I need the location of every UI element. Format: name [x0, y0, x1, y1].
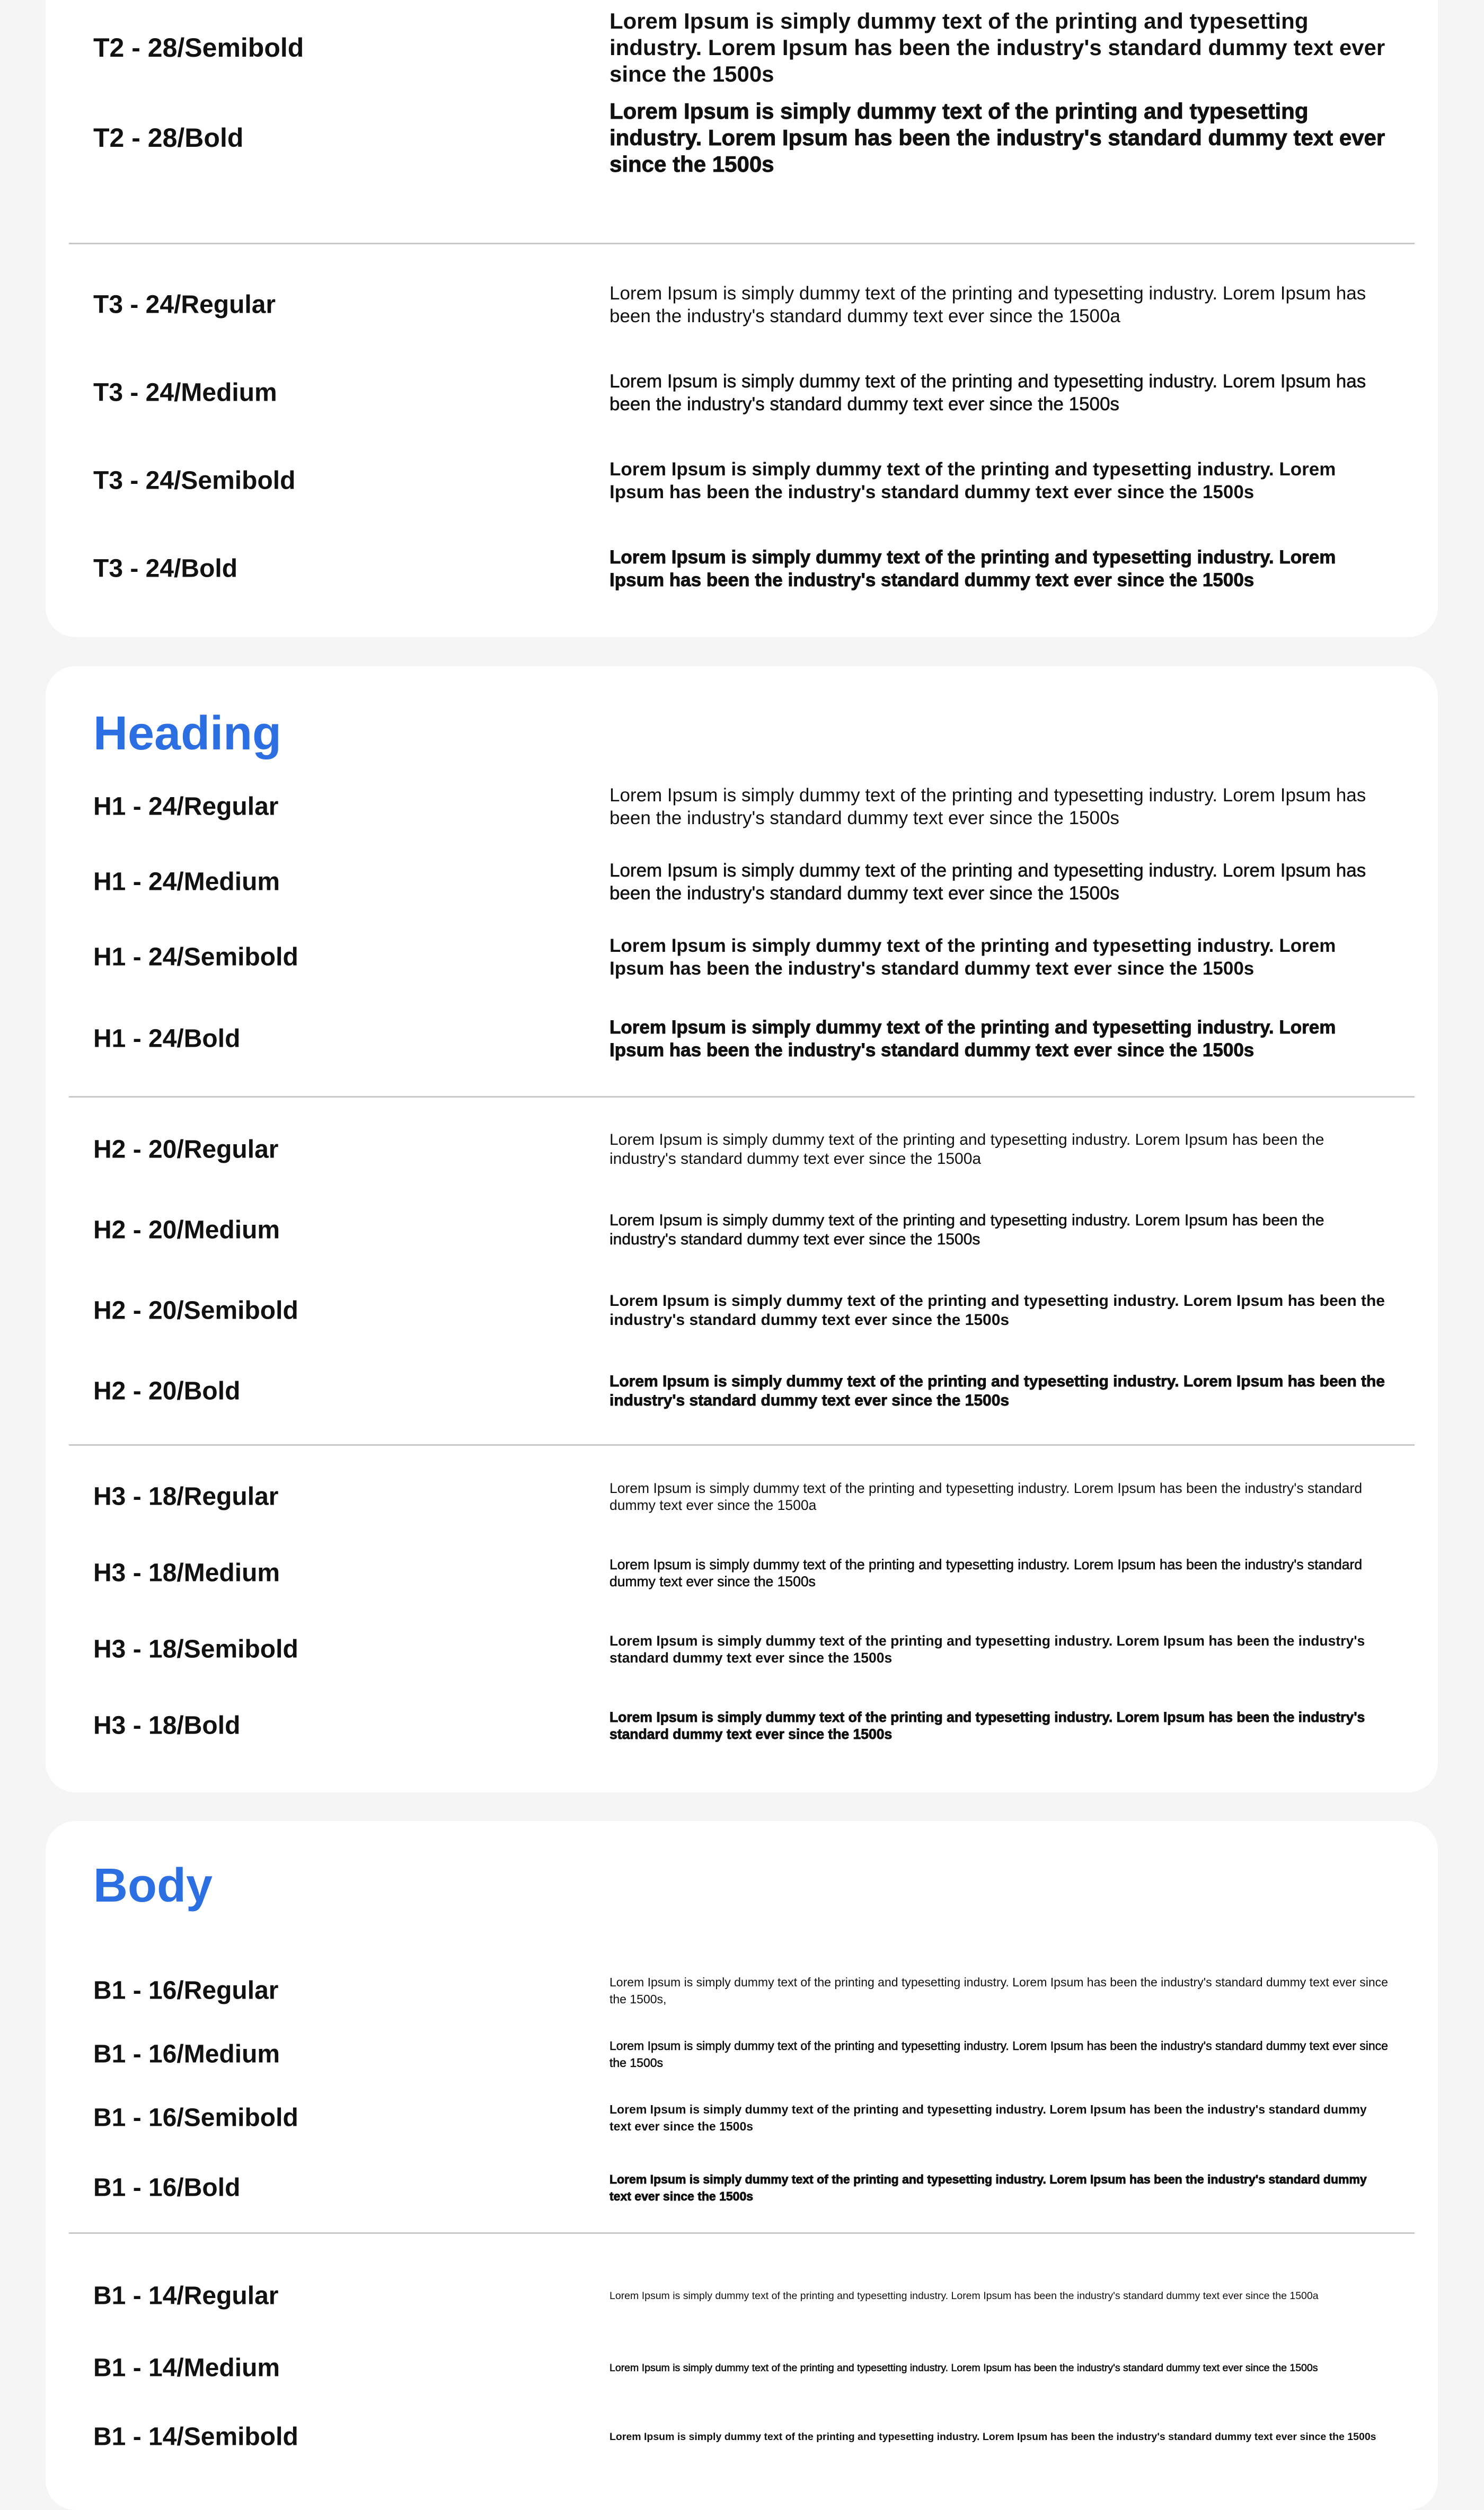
- body-card: [46, 1821, 1438, 2510]
- style-label: B1 - 14/Regular: [93, 2282, 279, 2310]
- style-label: H3 - 18/Regular: [93, 1482, 279, 1511]
- style-label: B1 - 16/Semibold: [93, 2104, 298, 2132]
- style-label: B1 - 14/Semibold: [93, 2423, 298, 2451]
- sample-text: Lorem Ipsum is simply dummy text of the printing and typesetting industry. Lorem Ipsum has been the industry's standard dummy text ever since the 1500s: [610, 99, 1385, 176]
- type-row-t2-semibold: [46, 0, 1438, 95]
- style-label: H3 - 18/Semibold: [93, 1635, 298, 1664]
- sample-text: Lorem Ipsum is simply dummy text of the printing and typesetting industry. Lorem Ipsum has been the industry's standard dummy text ever since the 1500a: [610, 1480, 1363, 1513]
- style-label: T2 - 28/Bold: [93, 123, 244, 153]
- type-row-h1-bold: [46, 1010, 1438, 1068]
- style-label: H2 - 20/Regular: [93, 1135, 279, 1164]
- sample-text: Lorem Ipsum is simply dummy text of the printing and typesetting industry. Lorem Ipsum has been the industry's standard dummy text ever since the 1500s: [610, 2362, 1318, 2374]
- style-label: H3 - 18/Bold: [93, 1711, 241, 1740]
- sample-text: Lorem Ipsum is simply dummy text of the printing and typesetting industry. Lorem Ipsum has been the industry's standard dummy text ever since the 1500s: [610, 2039, 1388, 2070]
- style-label: T3 - 24/Medium: [93, 378, 277, 407]
- style-label: H1 - 24/Medium: [93, 868, 280, 896]
- sample-text: Lorem Ipsum is simply dummy text of the printing and typesetting industry. Lorem Ipsum has been the industry's standard dummy text ever since the 1500s: [610, 2102, 1367, 2133]
- style-label: T3 - 24/Semibold: [93, 466, 296, 495]
- type-row-b16-regular: [46, 1964, 1438, 2017]
- type-row-t3-medium: [46, 358, 1438, 427]
- type-row-b16-semibold: [46, 2091, 1438, 2144]
- sample-text: Lorem Ipsum is simply dummy text of the printing and typesetting industry. Lorem Ipsum has been the industry's standard dummy text ever since the 1500s: [610, 785, 1366, 828]
- type-row-t3-regular: [46, 270, 1438, 339]
- type-row-h2-medium: [46, 1204, 1438, 1257]
- style-label: B1 - 16/Regular: [93, 1976, 279, 2005]
- type-row-b16-bold: [46, 2161, 1438, 2214]
- section-divider: [69, 243, 1415, 244]
- section-title: Heading: [93, 707, 282, 760]
- section-divider: [69, 1444, 1415, 1446]
- sample-text: Lorem Ipsum is simply dummy text of the printing and typesetting industry. Lorem Ipsum has been the industry's standard dummy text ever since the 1500s: [610, 8, 1385, 86]
- style-label: T3 - 24/Bold: [93, 554, 238, 583]
- sample-text: Lorem Ipsum is simply dummy text of the printing and typesetting industry. Lorem Ipsum has been the industry's standard dummy text ever since the 1500s: [610, 2431, 1376, 2443]
- sample-text: Lorem Ipsum is simply dummy text of the printing and typesetting industry. Lorem Ipsum has been the industry's standard dummy text ever since the 1500s: [610, 2172, 1367, 2203]
- style-label: B1 - 14/Medium: [93, 2354, 280, 2382]
- style-label: H2 - 20/Semibold: [93, 1296, 298, 1325]
- type-row-h2-regular: [46, 1123, 1438, 1176]
- section-divider: [69, 1096, 1415, 1098]
- section-title: Body: [93, 1859, 213, 1912]
- sample-text: Lorem Ipsum is simply dummy text of the printing and typesetting industry. Lorem Ipsum has been the industry's standard dummy text ever since the 1500s: [610, 1373, 1385, 1409]
- sample-text: Lorem Ipsum is simply dummy text of the printing and typesetting industry. Lorem Ipsum has been the industry's standard dummy text ever since the 1500a: [610, 283, 1366, 326]
- type-row-h3-semibold: [46, 1623, 1438, 1676]
- sample-text: Lorem Ipsum is simply dummy text of the printing and typesetting industry. Lorem Ipsum has been the industry's standard dummy text ever since the 1500s: [610, 935, 1336, 979]
- type-row-b14-regular: [46, 2269, 1438, 2322]
- type-row-h2-bold: [46, 1365, 1438, 1418]
- sample-text: Lorem Ipsum is simply dummy text of the printing and typesetting industry. Lorem Ipsum has been the industry's standard dummy text ever since the 1500s: [610, 1709, 1365, 1742]
- type-row-t3-semibold: [46, 446, 1438, 515]
- type-row-b16-medium: [46, 2028, 1438, 2081]
- sample-text: Lorem Ipsum is simply dummy text of the printing and typesetting industry. Lorem Ipsum has been the industry's standard dummy text ever since the 1500a: [610, 2290, 1319, 2302]
- sample-text: Lorem Ipsum is simply dummy text of the printing and typesetting industry. Lorem Ipsum has been the industry's standard dummy text ever since the 1500s: [610, 860, 1366, 904]
- type-row-t2-bold: [46, 90, 1438, 185]
- style-label: B1 - 16/Bold: [93, 2173, 241, 2202]
- type-row-t3-bold: [46, 534, 1438, 603]
- sample-text: Lorem Ipsum is simply dummy text of the printing and typesetting industry. Lorem Ipsum has been the industry's standard dummy text ever since the 1500s: [610, 1292, 1385, 1329]
- sample-text: Lorem Ipsum is simply dummy text of the printing and typesetting industry. Lorem Ipsum has been the industry's standard dummy text ever since the 1500s: [610, 371, 1366, 414]
- type-row-h1-regular: [46, 777, 1438, 836]
- type-row-h3-regular: [46, 1470, 1438, 1523]
- heading-card: [46, 666, 1438, 1792]
- style-label: H2 - 20/Medium: [93, 1216, 280, 1244]
- sample-text: Lorem Ipsum is simply dummy text of the printing and typesetting industry. Lorem Ipsum has been the industry's standard dummy text ever since the 1500s: [610, 1017, 1336, 1060]
- sample-text: Lorem Ipsum is simply dummy text of the printing and typesetting industry. Lorem Ipsum has been the industry's standard dummy text ever since the 1500s: [610, 1557, 1363, 1589]
- section-divider: [69, 2232, 1415, 2234]
- style-label: H1 - 24/Bold: [93, 1024, 241, 1053]
- style-label: B1 - 16/Medium: [93, 2040, 280, 2069]
- style-label: T2 - 28/Semibold: [93, 33, 304, 63]
- sample-text: Lorem Ipsum is simply dummy text of the printing and typesetting industry. Lorem Ipsum has been the industry's standard dummy text ever since the 1500s: [610, 547, 1336, 590]
- type-row-h2-semibold: [46, 1284, 1438, 1337]
- type-row-h1-medium: [46, 853, 1438, 911]
- title-card: [46, 0, 1438, 637]
- style-label: H1 - 24/Semibold: [93, 943, 298, 971]
- type-row-h3-medium: [46, 1546, 1438, 1599]
- style-label: H2 - 20/Bold: [93, 1377, 241, 1406]
- sample-text: Lorem Ipsum is simply dummy text of the printing and typesetting industry. Lorem Ipsum has been the industry's standard dummy text ever since the 1500a: [610, 1131, 1324, 1168]
- sample-text: Lorem Ipsum is simply dummy text of the printing and typesetting industry. Lorem Ipsum has been the industry's standard dummy text ever since the 1500s: [610, 459, 1336, 502]
- type-row-h3-bold: [46, 1699, 1438, 1752]
- sample-text: Lorem Ipsum is simply dummy text of the printing and typesetting industry. Lorem Ipsum has been the industry's standard dummy text ever since the 1500s: [610, 1212, 1324, 1248]
- style-label: H1 - 24/Regular: [93, 792, 279, 821]
- type-row-b14-semibold: [46, 2410, 1438, 2463]
- style-label: H3 - 18/Medium: [93, 1559, 280, 1587]
- type-row-h1-semibold: [46, 928, 1438, 986]
- style-label: T3 - 24/Regular: [93, 290, 276, 319]
- sample-text: Lorem Ipsum is simply dummy text of the printing and typesetting industry. Lorem Ipsum has been the industry's standard dummy text ever since the 1500s,: [610, 1975, 1388, 2006]
- sample-text: Lorem Ipsum is simply dummy text of the printing and typesetting industry. Lorem Ipsum has been the industry's standard dummy text ever since the 1500s: [610, 1633, 1365, 1666]
- type-row-b14-medium: [46, 2341, 1438, 2394]
